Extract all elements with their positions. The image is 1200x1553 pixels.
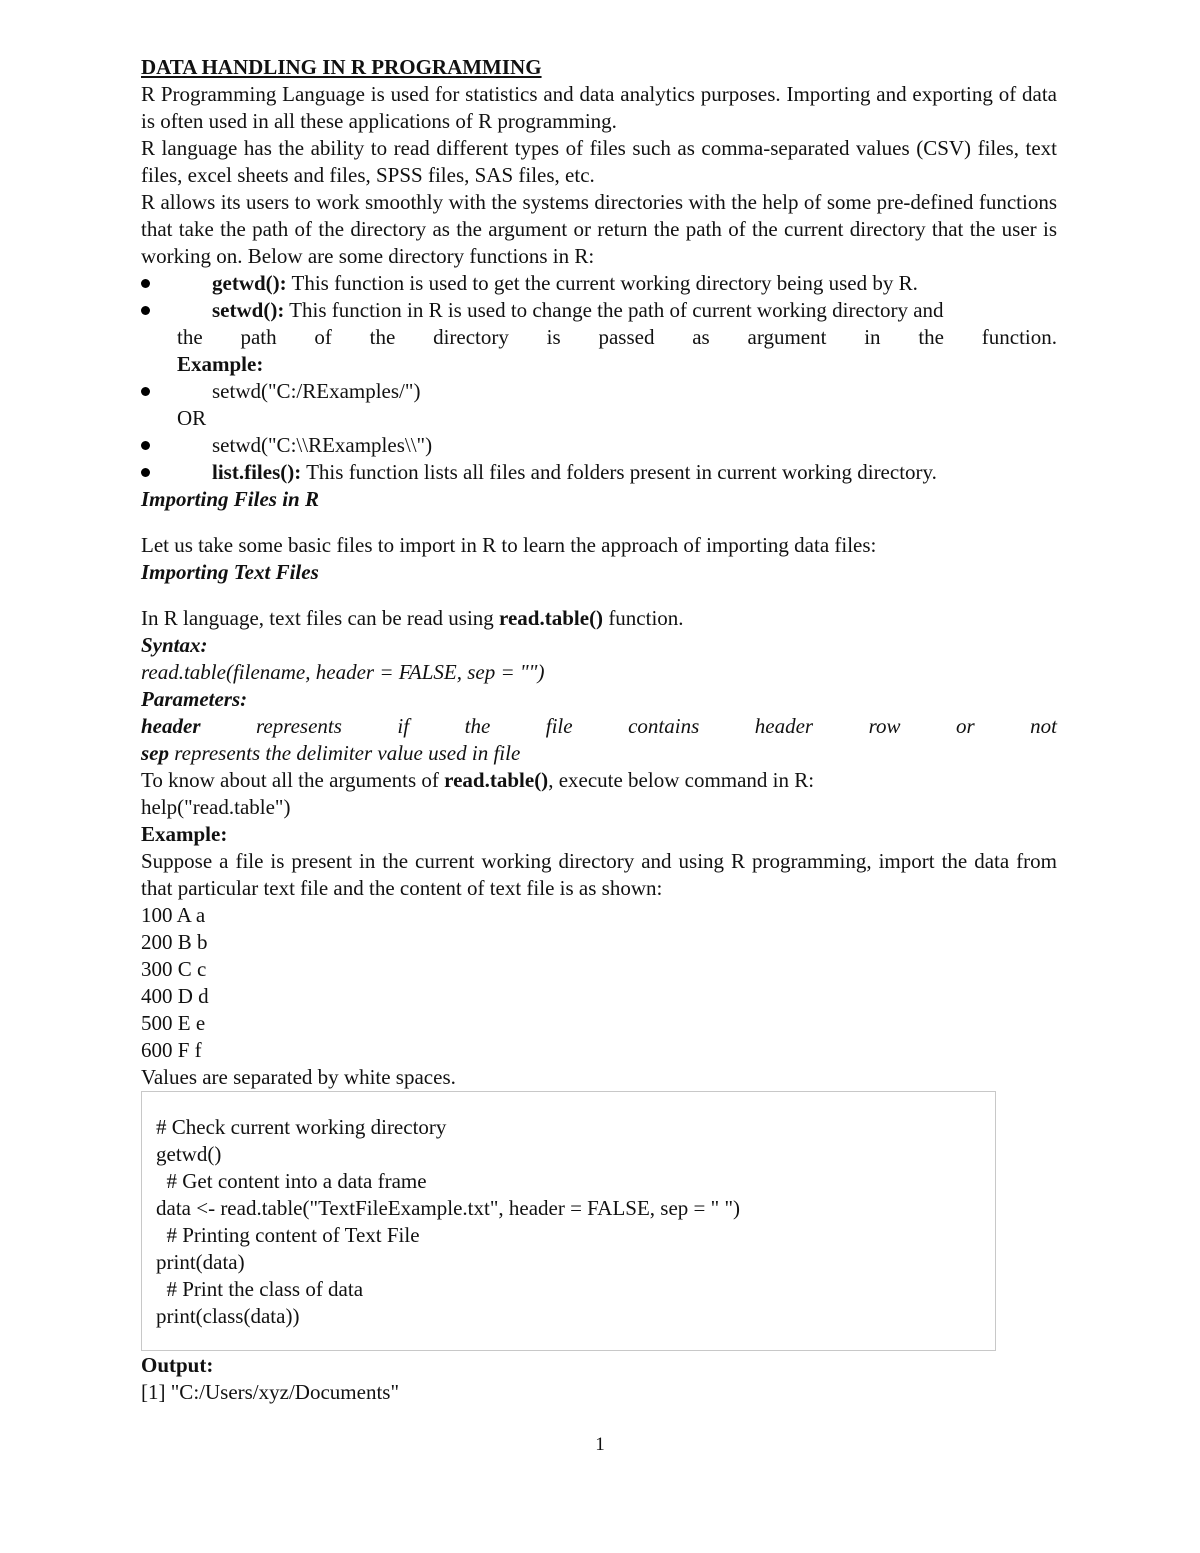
bullet-list-files [141,459,1057,486]
file-line: 400 D d [141,984,209,1008]
code-block [141,1091,996,1351]
example-label: Example: [141,822,228,846]
example-description: Suppose a file is present in the current working directory and using R programming, import the data from that particular text file and the content of text file is as shown: [141,849,1057,900]
page-number: 1 [595,1434,605,1455]
textfile-intro-text: In R language, text files can be read using [141,606,500,630]
file-line: 200 B b [141,930,208,954]
param-header [141,713,1057,740]
param-header-name: header [141,714,201,738]
setwd-example-1: setwd("C:/RExamples/") [212,379,421,403]
know-args [141,767,1057,794]
bullet-setwd-example-2 [141,432,1057,459]
bullet-getwd [141,270,1057,297]
textfile-intro-fn: read.table() [499,606,604,630]
spacer [141,586,1057,605]
intro-paragraph-1: R Programming Language is used for statistics and data analytics purposes. Importing and exporting of data is often used in all these applications of R programming. [141,82,1057,133]
heading-importing-text-files: Importing Text Files [141,560,319,584]
code-line: # Printing content of Text File [156,1223,420,1247]
file-line: 500 E e [141,1011,206,1035]
code-line: data <- read.table("TextFileExample.txt", header = FALSE, sep = " ") [156,1196,741,1220]
bullet-icon [141,279,150,288]
listfiles-desc: This function lists all files and folders present in current working directory. [301,460,937,484]
file-line: 600 F f [141,1038,202,1062]
textfile-intro [141,605,1057,632]
getwd-desc: This function is used to get the current working directory being used by R. [286,271,918,295]
document-title: DATA HANDLING IN R PROGRAMMING [141,55,542,79]
know-args-tail: , execute below command in R: [548,768,815,792]
code-line: getwd() [156,1142,222,1166]
syntax-code: read.table(filename, header = FALSE, sep = "") [141,660,545,684]
or-label: OR [177,406,207,430]
param-sep-name: sep [141,741,169,765]
file-line: 300 C c [141,957,207,981]
code-line: print(data) [156,1250,245,1274]
setwd-name: setwd(): [212,298,285,322]
output-label: Output: [141,1353,214,1377]
let-us-paragraph: Let us take some basic files to import in R to learn the approach of importing data files: [141,533,877,557]
bullet-setwd-example-1 [141,378,1057,405]
file-content-lines [141,902,1057,1064]
setwd-example-2: setwd("C:\\RExamples\\") [212,433,433,457]
intro-paragraph-2: R language has the ability to read different types of files such as comma-separated values (CSV) files, text files, excel sheets and files, SPSS files, SAS files, etc. [141,136,1057,187]
bullet-setwd [141,297,1057,324]
bullet-icon [141,387,150,396]
setwd-example-label: Example: [177,352,264,376]
heading-importing-files: Importing Files in R [141,487,319,511]
code-line: print(class(data)) [156,1304,300,1328]
listfiles-name: list.files(): [212,460,302,484]
document-page [141,54,1057,1406]
setwd-desc-continued: the path of the directory is passed as argument in the function. [177,325,1057,349]
intro-paragraph-3: R allows its users to work smoothly with the systems directories with the help of some pre-defined functions that take the path of the directory as the argument or return the path of the current directory that the user is working on. Below are some directory functions in R: [141,190,1057,268]
file-line: 100 A a [141,903,206,927]
getwd-name: getwd(): [212,271,287,295]
bullet-icon [141,441,150,450]
param-header-desc: represents if the file contains header row or not [200,714,1057,738]
know-args-fn: read.table() [444,768,549,792]
bullet-icon [141,306,150,315]
setwd-desc: This function in R is used to change the path of current working directory and [284,298,944,322]
values-note: Values are separated by white spaces. [141,1065,456,1089]
code-line: # Get content into a data frame [156,1169,427,1193]
code-line: # Print the class of data [156,1277,364,1301]
param-sep-desc: represents the delimiter value used in file [169,741,521,765]
help-command: help("read.table") [141,795,291,819]
know-args-text: To know about all the arguments of [141,768,445,792]
spacer [141,513,1057,532]
parameters-label: Parameters: [141,687,248,711]
syntax-label: Syntax: [141,633,208,657]
bullet-icon [141,468,150,477]
output-line: [1] "C:/Users/xyz/Documents" [141,1380,400,1404]
code-line: # Check current working directory [156,1115,447,1139]
param-sep [141,740,1057,767]
textfile-intro-tail: function. [603,606,684,630]
